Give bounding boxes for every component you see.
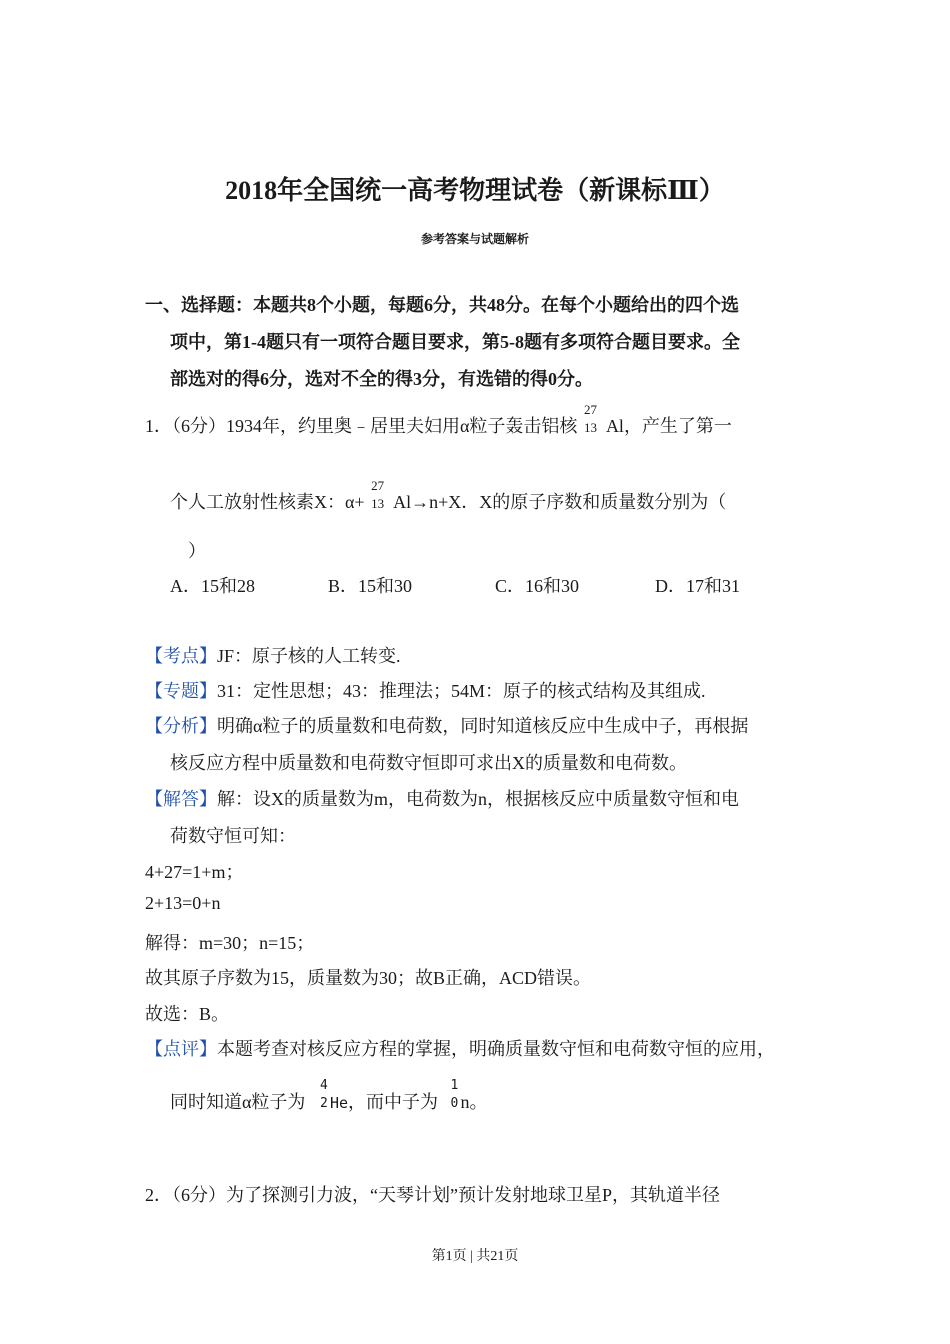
q1-option-b: B．15和30 xyxy=(328,576,413,596)
neutron-nuclide xyxy=(449,1078,461,1111)
zhuanti-tag: 【专题】 xyxy=(145,681,217,701)
al-nuclide-2 xyxy=(369,478,387,511)
q1-stem-a: 1．（6分）1934年，约里奥﹣居里夫妇用α粒子轰击铝核 xyxy=(145,416,578,436)
al-mass-2: 27 xyxy=(371,478,385,493)
he-z: 2 xyxy=(319,1096,328,1111)
q1-stem-c: 个人工放射性核素X：α+ xyxy=(170,492,365,512)
dianping-line1 xyxy=(145,1035,775,1061)
dianping-text1: 本题考查对核反应方程的掌握，明确质量数守恒和电荷数守恒的应用， xyxy=(217,1039,775,1059)
q2-stem: 2．（6分）为了探测引力波，“天琴计划”预计发射地球卫星P，其轨道半径 xyxy=(145,1185,720,1205)
q1-stem-line1 xyxy=(145,402,732,438)
q1-stem-b: ，产生了第一 xyxy=(623,416,732,436)
section-heading-line3: 部选对的得6分，选对不全的得3分，有选错的得0分。 xyxy=(170,369,593,389)
q1-stem-e: ） xyxy=(188,541,206,561)
n-z: 0 xyxy=(450,1096,459,1111)
jieda-line1 xyxy=(145,785,739,811)
fenxi-line2: 核反应方程中质量数和电荷数守恒即可求出X的质量数和电荷数。 xyxy=(170,753,687,773)
page-footer: 第1页 | 共21页 xyxy=(431,1249,519,1264)
al-nuclide xyxy=(582,402,600,435)
jieda-line2: 荷数守恒可知： xyxy=(170,826,296,846)
q1-option-d: D．17和31 xyxy=(655,576,740,596)
kaodian-text: JF：原子核的人工转变. xyxy=(217,646,401,666)
he-nuclide xyxy=(318,1078,336,1111)
dianping-tag: 【点评】 xyxy=(145,1039,217,1059)
q1-stem-line2 xyxy=(170,478,727,514)
q1-stem-d: Al→n+X．X的原子序数和质量数分别为（ xyxy=(393,492,727,512)
equation-2: 2+13=0+n xyxy=(145,893,221,913)
dianping-text2b: ，而中子为 xyxy=(348,1092,438,1112)
zhuanti-line xyxy=(145,677,706,703)
fenxi-text1: 明确α粒子的质量数和电荷数，同时知道核反应中生成中子，再根据 xyxy=(217,716,749,736)
conclusion: 故其原子序数为15，质量数为30；故B正确，ACD错误。 xyxy=(145,968,592,988)
page-subtitle: 参考答案与试题解析 xyxy=(420,232,529,246)
dianping-text2a: 同时知道α粒子为 xyxy=(170,1092,306,1112)
section-heading-line2: 项中，第1-4题只有一项符合题目要求，第5-8题有多项符合题目要求。全 xyxy=(170,332,740,352)
choice: 故选：B。 xyxy=(145,1004,230,1024)
page-title: 2018年全国统一高考物理试卷（新课标Ⅲ） xyxy=(225,176,725,205)
n-mass: 1 xyxy=(450,1078,459,1093)
al-symbol: Al xyxy=(605,416,624,436)
jieda-tag: 【解答】 xyxy=(145,789,217,809)
equation-3: 解得：m=30；n=15； xyxy=(145,933,315,953)
he-symbol: He xyxy=(329,1094,348,1112)
al-z-2: 13 xyxy=(371,496,385,511)
kaodian-tag: 【考点】 xyxy=(145,646,217,666)
equation-1: 4+27=1+m； xyxy=(145,862,244,882)
dianping-text2c: n。 xyxy=(460,1092,488,1112)
al-z: 13 xyxy=(583,420,597,435)
q1-option-c: C．16和30 xyxy=(495,576,580,596)
fenxi-line1 xyxy=(145,712,748,738)
al-mass: 27 xyxy=(583,402,597,417)
dianping-line2 xyxy=(170,1078,488,1114)
fenxi-tag: 【分析】 xyxy=(145,716,217,736)
kaodian-line xyxy=(145,642,401,668)
section-heading-line1: 一、选择题：本题共8个小题，每题6分，共48分。在每个小题给出的四个选 xyxy=(145,295,739,315)
he-mass: 4 xyxy=(319,1078,328,1093)
q1-option-a: A．15和28 xyxy=(170,576,255,596)
zhuanti-text: 31：定性思想；43：推理法；54M：原子的核式结构及其组成. xyxy=(217,681,706,701)
jieda-text1: 解：设X的质量数为m，电荷数为n，根据核反应中质量数守恒和电 xyxy=(217,789,739,809)
